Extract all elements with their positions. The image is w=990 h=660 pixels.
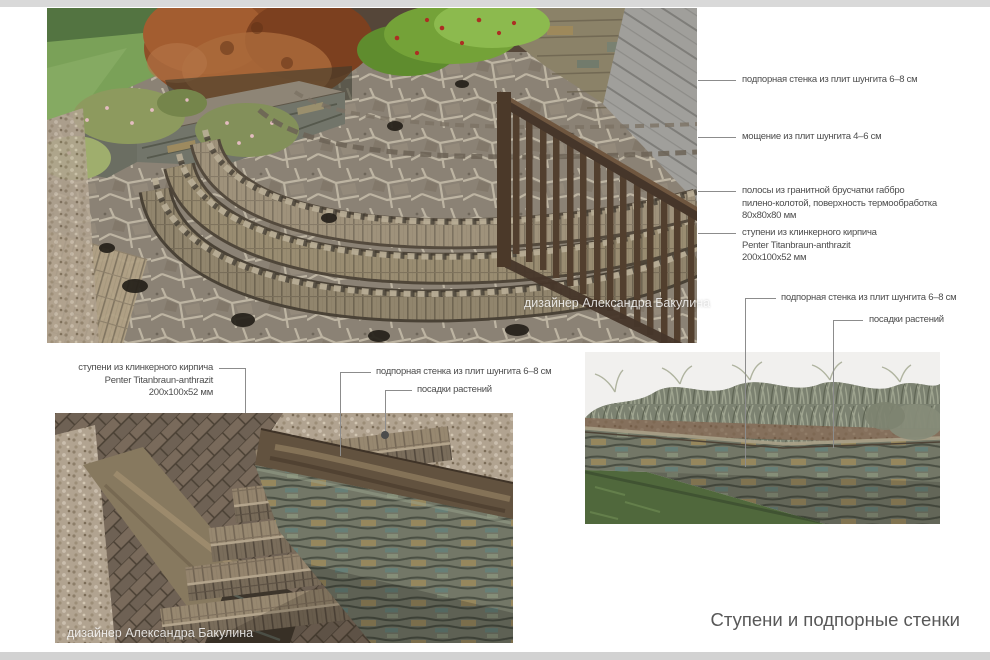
callout-plantings-right [869,314,944,327]
render-steps-closeup [55,413,513,643]
callout-plantings-left [417,384,492,397]
callout-text: посадки растений [417,384,492,395]
callout-text: посадки растений [869,314,944,325]
leader-steps [698,233,736,234]
callout-text: 200x100x52 мм [148,387,213,398]
callout-text: подпорная стенка из плит шунгита 6–8 см [742,74,918,85]
page-title: Ступени и подпорные стенки [710,609,960,630]
designer-watermark: дизайнер Александра Бакулина [524,296,711,310]
callout-text: подпорная стенка из плит шунгита 6–8 см [781,292,957,303]
leader-right-wall [746,298,776,299]
callout-text: мощение из плит шунгита 4–6 см [742,131,882,142]
leader-granite-strips [698,191,736,192]
leader-left-wall [341,372,371,373]
leader-left-plantings [385,390,386,433]
leader-left-wall [340,372,341,456]
callout-text: пилено-колотой, поверхность термообработка [742,197,937,209]
leader-left-plantings [386,390,412,391]
designer-watermark: дизайнер Александра Бакулина [67,626,254,640]
leader-right-wall [745,298,746,467]
callout-steps [742,227,877,265]
callout-paving [742,131,881,144]
callout-text: ступени из клинкерного кирпича [742,227,877,238]
leader-top-wall [698,80,736,81]
callout-text: 80x80x80 мм [742,210,797,221]
leader-left-steps [245,368,246,413]
callout-text: Penter Titanbraun-anthrazit [742,239,851,251]
leader-right-plantings [833,320,834,448]
callout-steps-left [55,362,213,400]
callout-retaining-wall-left [376,366,551,379]
leader-left-steps [219,368,246,369]
leader-right-plantings [834,320,863,321]
callout-text: ступени из клинкерного кирпича [78,362,213,373]
render-patio-overview [0,0,707,403]
leader-end-dot [381,431,389,439]
render-wall-grasses [585,352,960,524]
callout-text: подпорная стенка из плит шунгита 6–8 см [376,366,552,377]
callout-retaining-wall-top [742,74,917,87]
callout-text: Penter Titanbraun-anthrazit [104,374,213,386]
leader-paving [698,137,736,138]
bottom-border-strip [0,652,990,660]
callout-text: 200x100x52 мм [742,252,807,263]
callout-retaining-wall-right [781,292,956,305]
callout-granite-strips [742,185,937,223]
callout-text: полосы из гранитной брусчатки габбро [742,185,905,196]
